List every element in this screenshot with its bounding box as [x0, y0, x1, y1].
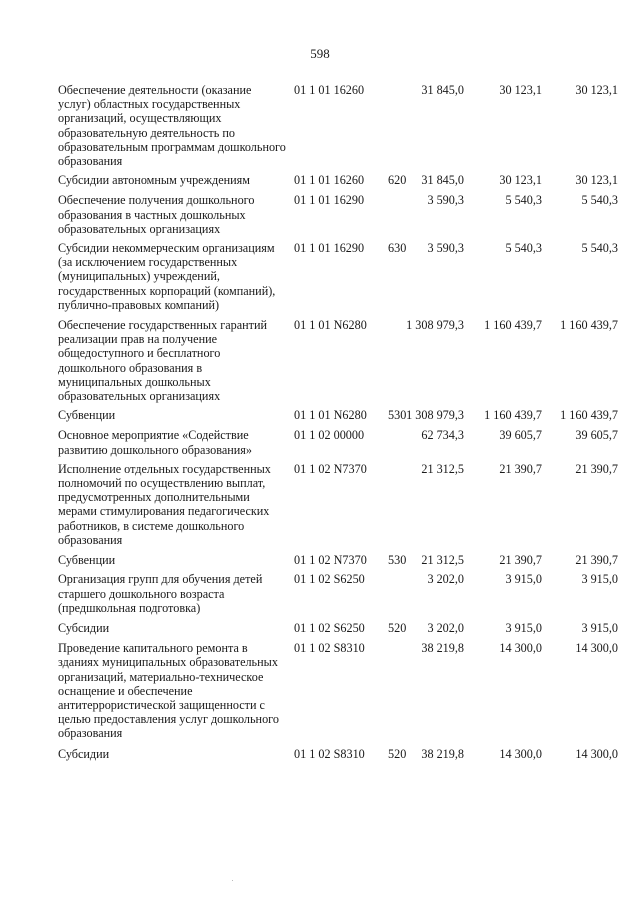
row-value-2: 3 915,0	[505, 620, 542, 635]
row-description: Организация групп для обучения детей старшего дошкольного возраста (предшкольная подготовка)	[58, 572, 263, 615]
row-description: Обеспечение государственных гарантий реализации прав на получение общедоступного и бесплатного дошкольного образования в муниципальных дошкольных образовательных организациях	[58, 318, 268, 404]
table-row	[58, 621, 618, 635]
row-code: 01 1 01 N6280	[294, 408, 367, 423]
row-value-2: 1 160 439,7	[484, 408, 542, 423]
row-value-1: 21 312,5	[421, 553, 464, 568]
row-value-2: 1 160 439,7	[484, 318, 542, 333]
row-code: 01 1 02 S6250	[294, 620, 365, 635]
row-expense-type: 530	[388, 553, 407, 568]
row-value-1: 1 308 979,3	[406, 318, 464, 333]
row-value-1: 1 308 979,3	[406, 408, 464, 423]
row-code: 01 1 01 16290	[294, 193, 365, 208]
row-value-2: 30 123,1	[499, 83, 542, 97]
row-value-3: 3 915,0	[581, 572, 618, 587]
row-value-3: 14 300,0	[575, 641, 618, 656]
row-code: 01 1 02 00000	[294, 428, 365, 443]
row-value-3: 5 540,3	[581, 241, 618, 256]
row-value-2: 14 300,0	[499, 746, 542, 761]
row-value-2: 39 605,7	[499, 428, 542, 443]
row-code: 01 1 02 S8310	[294, 746, 365, 761]
row-value-1: 3 202,0	[427, 620, 464, 635]
row-description: Субсидии автономным учреждениям	[58, 173, 250, 188]
row-value-1: 31 845,0	[421, 83, 464, 97]
row-value-2: 14 300,0	[499, 641, 542, 656]
table-row	[58, 641, 618, 740]
row-value-1: 38 219,8	[421, 746, 464, 761]
table-row	[58, 173, 618, 187]
row-code: 01 1 01 16290	[294, 241, 365, 256]
row-description: Проведение капитального ремонта в зданиях муниципальных образовательных организаций, материально-техническое оснащение и обеспечение антитеррористической защищенности с целью предоставления услуг дошкольного образования	[58, 641, 279, 741]
row-expense-type: 520	[388, 746, 407, 761]
row-description: Субвенции	[58, 408, 116, 423]
row-value-3: 1 160 439,7	[560, 408, 618, 423]
row-value-3: 1 160 439,7	[560, 318, 618, 333]
row-code: 01 1 02 S6250	[294, 572, 365, 587]
row-code: 01 1 02 N7370	[294, 553, 367, 568]
row-expense-type: 530	[388, 408, 407, 423]
row-value-3: 3 915,0	[581, 620, 618, 635]
row-value-1: 3 590,3	[427, 241, 464, 256]
row-code: 01 1 01 N6280	[294, 318, 367, 333]
row-code: 01 1 01 16260	[294, 83, 365, 97]
table-row	[58, 572, 618, 615]
row-description: Субсидии некоммерческим организациям (за исключением государственных (муниципальных) учреждений, государственных корпораций (компаний), публично-правовых компаний)	[58, 241, 276, 312]
row-value-1: 38 219,8	[421, 641, 464, 656]
row-code: 01 1 02 S8310	[294, 641, 365, 656]
row-value-2: 21 390,7	[499, 461, 542, 476]
row-description: Обеспечение получения дошкольного образования в частных дошкольных образовательных организациях	[58, 193, 255, 236]
table-row	[58, 747, 618, 761]
table-row	[58, 408, 618, 422]
row-value-3: 5 540,3	[581, 193, 618, 208]
budget-table	[58, 83, 618, 761]
page-number: 598	[310, 46, 330, 61]
table-row	[58, 241, 618, 312]
row-expense-type: 620	[388, 173, 407, 188]
row-value-2: 21 390,7	[499, 553, 542, 568]
row-description: Исполнение отдельных государственных полномочий по осуществлению выплат, предусмотренных дополнительными мерами стимулирования педагогических работников, в системе дошкольного образования	[58, 461, 271, 547]
row-value-3: 30 123,1	[575, 173, 618, 188]
row-description: Субсидии	[58, 620, 110, 635]
row-value-2: 3 915,0	[505, 572, 542, 587]
row-value-3: 21 390,7	[575, 461, 618, 476]
row-value-1: 62 734,3	[421, 428, 464, 443]
row-description: Основное мероприятие «Содействие развитию дошкольного образования»	[58, 428, 252, 457]
row-code: 01 1 01 16260	[294, 173, 365, 188]
table-row	[58, 428, 618, 456]
scan-speck	[232, 880, 233, 881]
table-row	[58, 553, 618, 567]
row-description: Обеспечение деятельности (оказание услуг) областных государственных организаций, осуществляющих образовательную деятельность по образовательным программам дошкольного образования	[58, 83, 286, 169]
row-expense-type: 630	[388, 241, 407, 256]
table-row	[58, 83, 618, 168]
row-value-2: 5 540,3	[505, 193, 542, 208]
row-value-3: 30 123,1	[575, 83, 618, 97]
row-value-3: 39 605,7	[575, 428, 618, 443]
row-value-3: 14 300,0	[575, 746, 618, 761]
row-description: Субвенции	[58, 553, 116, 568]
table-row	[58, 193, 618, 236]
row-expense-type: 520	[388, 620, 407, 635]
row-value-1: 31 845,0	[421, 173, 464, 188]
row-value-2: 5 540,3	[505, 241, 542, 256]
row-code: 01 1 02 N7370	[294, 461, 367, 476]
row-value-3: 21 390,7	[575, 553, 618, 568]
row-value-2: 30 123,1	[499, 173, 542, 188]
table-row	[58, 318, 618, 403]
row-value-1: 3 202,0	[427, 572, 464, 587]
table-row	[58, 462, 618, 547]
row-value-1: 3 590,3	[427, 193, 464, 208]
row-value-1: 21 312,5	[421, 461, 464, 476]
row-description: Субсидии	[58, 746, 110, 761]
